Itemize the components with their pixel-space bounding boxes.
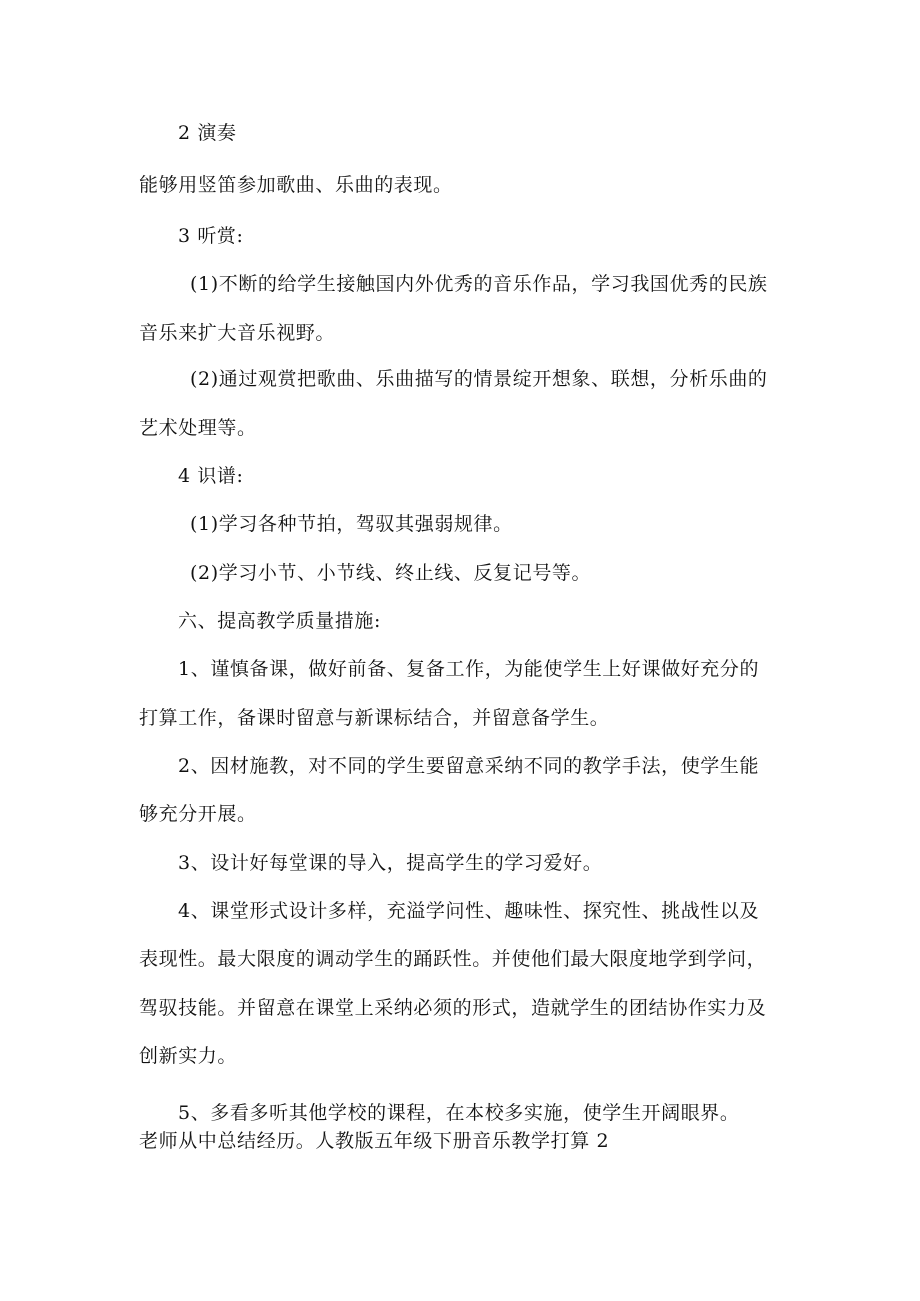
line-12: 1、谨慎备课，做好前备、复备工作，为能使学生上好课做好充分的 bbox=[178, 658, 760, 680]
line-1: 2 演奏 bbox=[178, 122, 237, 144]
line-6: (2)通过观赏把歌曲、乐曲描写的情景绽开想象、联想，分析乐曲的 bbox=[190, 368, 768, 390]
line-5: 音乐来扩大音乐视野。 bbox=[139, 322, 336, 344]
line-21: 5、多看多听其他学校的课程，在本校多实施，使学生开阔眼界。 bbox=[178, 1102, 740, 1124]
line-11: 六、提高教学质量措施: bbox=[178, 610, 382, 632]
line-14: 2、因材施教，对不同的学生要留意采纳不同的教学手法，使学生能 bbox=[178, 755, 760, 777]
line-18: 表现性。最大限度的调动学生的踊跃性。并使他们最大限度地学到学问， bbox=[139, 948, 767, 970]
line-17: 4、课堂形式设计多样，充溢学问性、趣味性、探究性、挑战性以及 bbox=[178, 900, 760, 922]
line-3: 3 听赏: bbox=[178, 225, 244, 247]
line-16: 3、设计好每堂课的导入，提高学生的学习爱好。 bbox=[178, 852, 603, 874]
line-10: (2)学习小节、小节线、终止线、反复记号等。 bbox=[190, 562, 592, 584]
line-15: 够充分开展。 bbox=[139, 803, 257, 825]
line-13: 打算工作，备课时留意与新课标结合，并留意备学生。 bbox=[139, 707, 610, 729]
line-9: (1)学习各种节拍，驾驭其强弱规律。 bbox=[190, 513, 513, 535]
line-22: 老师从中总结经历。人教版五年级下册音乐教学打算 2 bbox=[139, 1130, 610, 1152]
line-4: (1)不断的给学生接触国内外优秀的音乐作品，学习我国优秀的民族 bbox=[190, 273, 768, 295]
line-19: 驾驭技能。并留意在课堂上采纳必须的形式，造就学生的团结协作实力及 bbox=[139, 997, 767, 1019]
line-2: 能够用竖笛参加歌曲、乐曲的表现。 bbox=[139, 174, 453, 196]
line-8: 4 识谱: bbox=[178, 465, 244, 487]
line-20: 创新实力。 bbox=[139, 1045, 238, 1067]
line-7: 艺术处理等。 bbox=[139, 417, 257, 439]
